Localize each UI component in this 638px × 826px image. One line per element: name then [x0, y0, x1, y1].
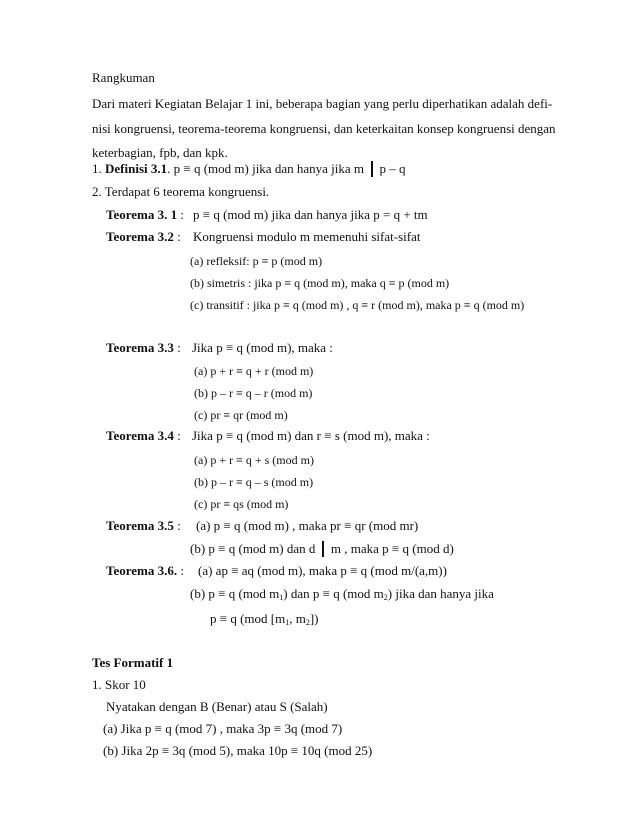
theorem-3-3-c: (c) pr ≡ qr (mod m): [194, 408, 288, 422]
theorem-3-6-b-part1: (b) p ≡ q (mod m: [190, 586, 280, 601]
theorem-3-3-label: Teorema 3.3: [106, 340, 174, 355]
theorem-3-5-label: Teorema 3.5: [106, 518, 174, 533]
item-2-number: 2.: [92, 184, 102, 199]
theorem-3-6-a: (a) ap ≡ aq (mod m), maka p ≡ q (mod m/(a,m)): [198, 563, 447, 578]
theorem-3-6-c: [210, 611, 319, 631]
test-item-a: (a) Jika p ≡ q (mod 7) , maka 3p ≡ 3q (mod 7): [103, 721, 343, 736]
subscript: 2: [305, 618, 310, 627]
theorem-3-5-b-post: m , maka p ≡ q (mod d): [330, 541, 454, 556]
theorem-3-3: [106, 340, 181, 356]
theorem-3-4-text: Jika p ≡ q (mod m) dan r ≡ s (mod m), maka :: [192, 428, 430, 443]
summary-intro-line3: keterbagian, fpb, dan kpk.: [92, 145, 228, 160]
summary-intro-line1: Dari materi Kegiatan Belajar 1 ini, beberapa bagian yang perlu diperhatikan adalah defi-: [92, 96, 553, 111]
theorem-3-6: [106, 563, 184, 579]
theorem-3-6-c-part1: p ≡ q (mod [m: [210, 611, 286, 626]
theorem-3-6-b-part3: ) jika dan hanya jika: [387, 586, 494, 601]
theorem-3-3-text: Jika p ≡ q (mod m), maka :: [192, 340, 333, 355]
item-1-number: 1.: [92, 161, 102, 176]
theorem-3-4-a: (a) p + r ≡ q + s (mod m): [194, 453, 314, 467]
theorem-3-5-b-pre: (b) p ≡ q (mod m) dan d: [190, 541, 316, 556]
theorem-3-6-c-part3: ]): [309, 611, 319, 626]
theorem-3-6-c-part2: , m: [289, 611, 306, 626]
theorem-3-2-c: (c) transitif : jika p ≡ q (mod m) , q ≡ r (mod m), maka p ≡ q (mod m): [190, 298, 525, 312]
theorem-3-6-label: Teorema 3.6.: [106, 563, 178, 578]
test-heading: Tes Formatif 1: [92, 655, 174, 670]
theorem-3-1-text: p ≡ q (mod m) jika dan hanya jika p = q + tm: [193, 207, 428, 222]
item-1: [92, 161, 406, 177]
theorem-3-4-sep: :: [173, 428, 181, 443]
theorem-3-2-text: Kongruensi modulo m memenuhi sifat-sifat: [193, 229, 421, 244]
theorem-3-2-label: Teorema 3.2: [106, 229, 174, 244]
subscript: 1: [279, 593, 284, 602]
theorem-3-3-b: (b) p – r ≡ q – r (mod m): [194, 386, 313, 400]
test-question-1: 1. Skor 10: [92, 677, 146, 692]
test-item-b: (b) Jika 2p ≡ 3q (mod 5), maka 10p ≡ 10q (mod 25): [103, 743, 373, 758]
theorem-3-6-b: [190, 586, 494, 606]
test-instruction: Nyatakan dengan B (Benar) atau S (Salah): [106, 699, 328, 714]
theorem-3-2-sep: :: [173, 229, 181, 244]
summary-intro-line2: nisi kongruensi, teorema-teorema kongruensi, dan keterkaitan konsep kongruensi dengan: [92, 121, 556, 136]
theorem-3-4-label: Teorema 3.4: [106, 428, 174, 443]
definition-3-1-text-after: p – q: [379, 161, 406, 176]
theorem-3-5-b: [190, 541, 454, 557]
theorem-3-6-b-part2: ) dan p ≡ q (mod m: [283, 586, 384, 601]
theorem-3-2: [106, 229, 181, 245]
item-2-text: Terdapat 6 teorema kongruensi.: [104, 184, 270, 199]
theorem-3-4: [106, 428, 181, 444]
divides-symbol: [322, 541, 324, 557]
theorem-3-4-c: (c) pr ≡ qs (mod m): [194, 497, 289, 511]
definition-3-1-text: . p ≡ q (mod m) jika dan hanya jika m: [167, 161, 364, 176]
item-2: [92, 184, 269, 200]
definition-3-1-label: Definisi 3.1: [105, 161, 168, 176]
theorem-3-1-label: Teorema 3. 1: [106, 207, 178, 222]
theorem-3-3-a: (a) p + r ≡ q + r (mod m): [194, 364, 314, 378]
summary-heading: Rangkuman: [92, 70, 155, 85]
theorem-3-3-sep: :: [173, 340, 181, 355]
theorem-3-5-sep: :: [173, 518, 181, 533]
theorem-3-4-b: (b) p – r ≡ q – s (mod m): [194, 475, 314, 489]
theorem-3-1-sep: :: [177, 207, 185, 222]
subscript: 2: [383, 593, 388, 602]
divides-symbol: [371, 161, 373, 177]
subscript: 1: [285, 618, 290, 627]
theorem-3-6-sep: :: [177, 563, 185, 578]
theorem-3-2-a: (a) refleksif: p ≡ p (mod m): [190, 254, 323, 268]
theorem-3-5: [106, 518, 181, 534]
theorem-3-2-b: (b) simetris : jika p ≡ q (mod m), maka q ≡ p (mod m): [190, 276, 450, 290]
theorem-3-1: [106, 207, 184, 223]
theorem-3-5-a: (a) p ≡ q (mod m) , maka pr ≡ qr (mod mr): [196, 518, 419, 533]
